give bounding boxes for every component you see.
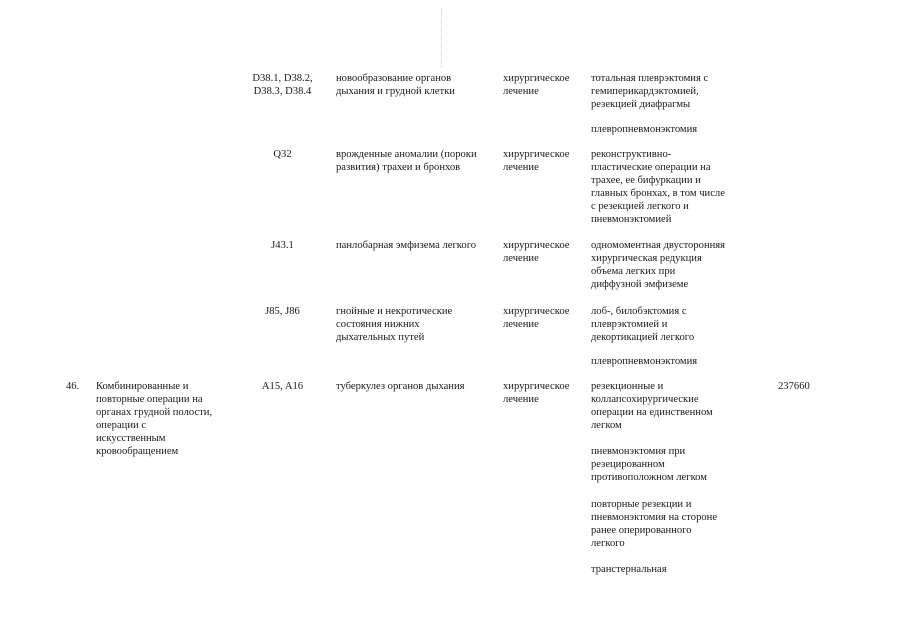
treatment-type: хирургическое лечение: [503, 381, 570, 405]
method: тотальная плеврэктомия с гемиперикардэктомией, резекцией диафрагмы: [591, 73, 709, 110]
disease-model: врожденные аномалии (пороки развития) трахеи и бронхов: [336, 149, 477, 173]
method: плевропневмонэктомия: [591, 356, 698, 367]
icd-code: J85, J86: [265, 306, 300, 317]
method: резекционные и коллапсохирургические операции на единственном легком: [591, 381, 713, 431]
method: лоб-, билобэктомия с плеврэктомией и декортикацией легкого: [591, 306, 695, 343]
icd-code: J43.1: [271, 240, 294, 251]
treatment-type: хирургическое лечение: [503, 306, 570, 330]
method: плевропневмонэктомия: [591, 124, 698, 135]
disease-model: гнойные и некротические состояния нижних дыхательных путей: [336, 306, 453, 343]
care-type-name: Комбинированные и повторные операции на органах грудной полости, операции с искусственным кровообращением: [96, 381, 213, 457]
method: одномоментная двусторонняя хирургическая редукция объема легких при диффузной эмфиземе: [591, 240, 726, 290]
scan-artifact: [441, 8, 443, 68]
disease-model: панлобарная эмфизема легкого: [336, 240, 477, 251]
icd-code: A15, A16: [261, 381, 304, 392]
disease-model: новообразование органов дыхания и грудной клетки: [336, 73, 455, 97]
method: реконструктивно- пластические операции на трахее, ее бифуркации и главных бронхах, в том числе с резекцией легкого и пневмонэктомией: [591, 149, 725, 225]
row-number: 46.: [66, 381, 80, 392]
method: пневмонэктомия при резецированном противоположном легком: [591, 446, 707, 483]
treatment-type: хирургическое лечение: [503, 240, 570, 264]
method: повторные резекции и пневмонэктомия на стороне ранее оперированного легкого: [591, 499, 718, 549]
icd-code: D38.1, D38.2, D38.3, D38.4: [252, 73, 313, 97]
treatment-type: хирургическое лечение: [503, 73, 570, 97]
disease-model: туберкулез органов дыхания: [336, 381, 465, 392]
cost-value: 237660: [778, 381, 810, 392]
method: транстернальная: [591, 564, 667, 575]
treatment-type: хирургическое лечение: [503, 149, 570, 173]
icd-code: Q32: [273, 149, 292, 160]
